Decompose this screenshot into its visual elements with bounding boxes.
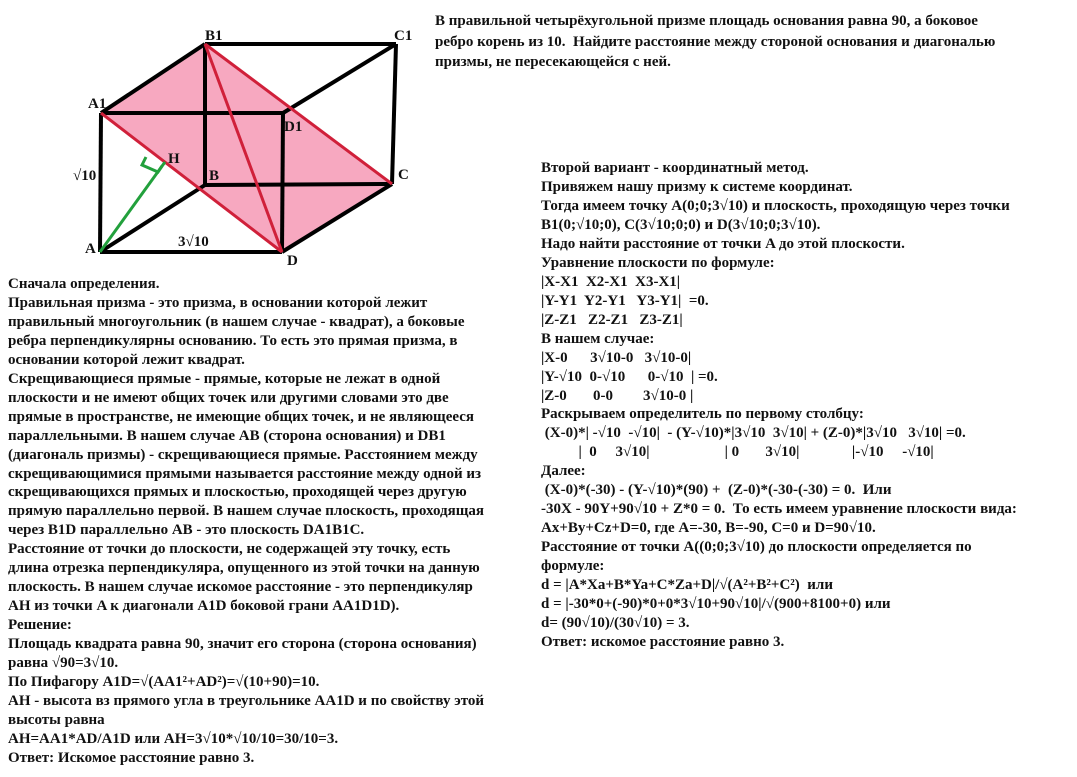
left-text-line: AH из точки A к диагонали A1D боковой грани AA1D1D).	[8, 598, 400, 615]
perpendicular-ah	[100, 157, 165, 252]
left-text-line: параллельными. В нашем случае AB (сторона основания) и DB1	[8, 427, 446, 444]
left-text-line: ребра перпендикулярны основанию. То есть это прямая призма, в	[8, 332, 458, 349]
left-text-line: правильный многоугольник (в нашем случае - квадрат), а боковые	[8, 313, 465, 330]
right-text-line: Расстояние от точки A((0;0;3√10) до плоскости определяется по	[541, 539, 972, 556]
right-text-line: В нашем случае:	[541, 330, 655, 347]
right-text-line: -30X - 90Y+90√10 + Z*0 = 0. То есть имеем уравнение плоскости вида:	[541, 501, 1017, 518]
right-text-line: Уравнение плоскости по формуле:	[541, 254, 775, 271]
label-a1: A1	[88, 96, 107, 112]
label-c: C	[398, 167, 409, 183]
left-text-line: Правильная призма - это призма, в основании которой лежит	[8, 294, 428, 311]
right-text-line: d = |-30*0+(-90)*0+0*3√10+90√10|/√(900+8100+0) или	[541, 596, 891, 613]
label-b1: B1	[205, 28, 223, 44]
left-text-line: AH - высота вз прямого угла в треугольнике AA1D и по свойству этой	[8, 692, 485, 709]
label-d1: D1	[284, 119, 303, 135]
left-text-line: скрещивающимися прямыми называется расстояние между одной из	[8, 465, 482, 482]
problem-line: В правильной четырёхугольной призме площадь основания равна 90, а боковое	[435, 13, 978, 29]
left-text-line: скрещивающихся прямых и плоскостью, проходящей через другую	[8, 484, 467, 501]
right-text-line: d = |A*Xa+B*Ya+C*Za+D|/√(A²+B²+C²) или	[541, 577, 833, 594]
left-text-line: прямую параллельно первой. В нашем случае плоскость, проходящая	[8, 503, 484, 520]
prism-diagram	[0, 0, 440, 275]
right-text-line: Ax+By+Cz+D=0, где A=-30, B=-90, C=0 и D=90√10.	[541, 520, 876, 537]
problem-line: призмы, не пересекающейся с ней.	[435, 54, 671, 70]
right-text-line: (X-0)*(-30) - (Y-√10)*(90) + (Z-0)*(-30-(-30) = 0. Или	[541, 482, 892, 499]
left-text-line: через B1D параллельно AB - это плоскость DA1B1C.	[8, 522, 365, 539]
left-text-line: основании которой лежит квадрат.	[8, 351, 245, 368]
label-b: B	[209, 168, 220, 184]
left-text-line: плоскость. В нашем случае искомое расстояние - это перпендикуляр	[8, 579, 473, 596]
left-text-line: прямые в пространстве, не имеющие общих точек, и не являющееся	[8, 408, 474, 425]
left-text-line: Скрещивающиеся прямые - прямые, которые не лежат в одной	[8, 370, 441, 387]
left-text-line: высоты равна	[8, 711, 105, 728]
left-text-line: AH=AA1*AD/A1D или AH=3√10*√10/10=30/10=3.	[8, 730, 339, 747]
left-text-line: равна √90=3√10.	[8, 655, 119, 671]
right-text-line: B1(0;√10;0), C(3√10;0;0) и D(3√10;0;3√10).	[541, 216, 821, 233]
right-text-line: |Z-Z1 Z2-Z1 Z3-Z1|	[541, 311, 683, 328]
right-text-line: (X-0)*| -√10 -√10| - (Y-√10)*|3√10 3√10| + (Z-0)*|3√10 3√10| =0.	[541, 425, 966, 442]
right-text-line: Ответ: искомое расстояние равно 3.	[541, 634, 785, 650]
left-text-line: Площадь квадрата равна 90, значит его сторона (сторона основания)	[8, 636, 477, 653]
left-text-line: Расстояние от точки до плоскости, не содержащей эту точку, есть	[8, 541, 451, 558]
right-text-line: Далее:	[541, 463, 586, 480]
right-text-line: Второй вариант - координатный метод.	[541, 160, 809, 176]
right-text-line: |Y-√10 0-√10 0-√10 | =0.	[541, 368, 718, 385]
left-text-line: Сначала определения.	[8, 276, 160, 292]
right-text-line: d= (90√10)/(30√10) = 3.	[541, 615, 690, 632]
left-text-line: (диагональ призмы) - скрещивающиеся прямые. Расстоянием между	[8, 446, 478, 463]
left-text-line: Решение:	[8, 617, 72, 634]
label-a: A	[85, 241, 96, 257]
right-text-line: |X-0 3√10-0 3√10-0|	[541, 349, 692, 366]
left-text-line: длина отрезка перпендикуляра, опущенного из этой точки на данную	[8, 560, 480, 577]
label-c1: C1	[394, 28, 413, 44]
right-text-line: Привяжем нашу призму к системе координат.	[541, 178, 853, 195]
problem-line: ребро корень из 10. Найдите расстояние между стороной основания и диагональю	[435, 33, 996, 50]
right-text-line: |Z-0 0-0 3√10-0 |	[541, 387, 694, 404]
right-text-line: | 0 3√10| | 0 3√10| |-√10 -√10|	[541, 444, 934, 461]
label-edge-ad: 3√10	[178, 234, 209, 250]
left-text-line: Ответ: Искомое расстояние равно 3.	[8, 749, 255, 766]
right-text-line: Раскрываем определитель по первому столбцу:	[541, 406, 864, 423]
right-text-line: |Y-Y1 Y2-Y1 Y3-Y1| =0.	[541, 292, 709, 309]
left-text-line: По Пифагору A1D=√(AA1²+AD²)=√(10+90)=10.	[8, 673, 320, 690]
label-edge-aa1: √10	[73, 168, 97, 184]
right-text-line: |X-X1 X2-X1 X3-X1|	[541, 273, 681, 290]
label-d: D	[287, 253, 298, 269]
right-text-line: Тогда имеем точку A(0;0;3√10) и плоскость, проходящую через точки	[541, 197, 1010, 214]
right-text-line: формуле:	[541, 558, 605, 575]
label-h: H	[168, 151, 180, 167]
right-text-line: Надо найти расстояние от точки A до этой плоскости.	[541, 235, 905, 252]
left-text-line: плоскости и не имеют общих точек или другими словами это две	[8, 389, 449, 406]
